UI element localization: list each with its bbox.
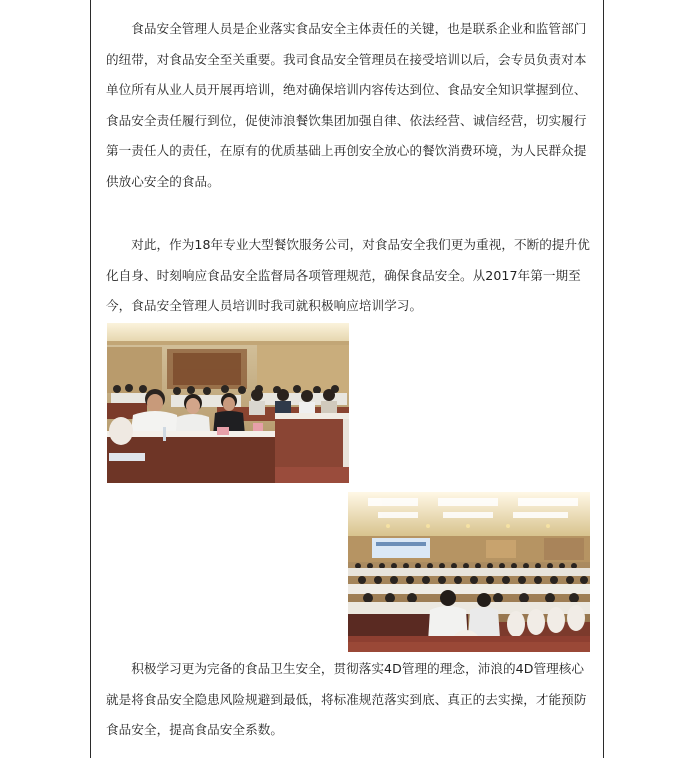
- paragraph-2: 对此，作为18年专业大型餐饮服务公司，对食品安全我们更为重视，不断的提升优化自身、时刻响应食品安全监督局各项管理规范，确保食品安全。从2017年第一期至今，食品安全管理人员培训时我司就积极响应培训学习。: [106, 237, 590, 314]
- article-page: [90, 0, 604, 758]
- training-photo-hall: [348, 492, 590, 652]
- paragraph-3: 积极学习更为完备的食品卫生安全，贯彻落实4D管理的理念，沛浪的4D管理核心就是将食品安全隐患风险规避到最低，将标准规范落实到底、真正的去实操，才能预防食品安全，提高食品安全系数。: [106, 661, 587, 738]
- training-photo-attendees: [107, 323, 349, 483]
- paragraph-1: 食品安全管理人员是企业落实食品安全主体责任的关键，也是联系企业和监管部门的纽带，对食品安全至关重要。我司食品安全管理员在接受培训以后，会专员负责对本单位所有从业人员开展再培训，绝对确保培训内容传达到位、食品安全知识掌握到位、食品安全责任履行到位，促使沛浪餐饮集团加强自律、依法经营、诚信经营，切实履行第一责任人的责任，在原有的优质基础上再创安全放心的餐饮消费环境，为人民群众提供放心安全的食品。: [106, 21, 587, 189]
